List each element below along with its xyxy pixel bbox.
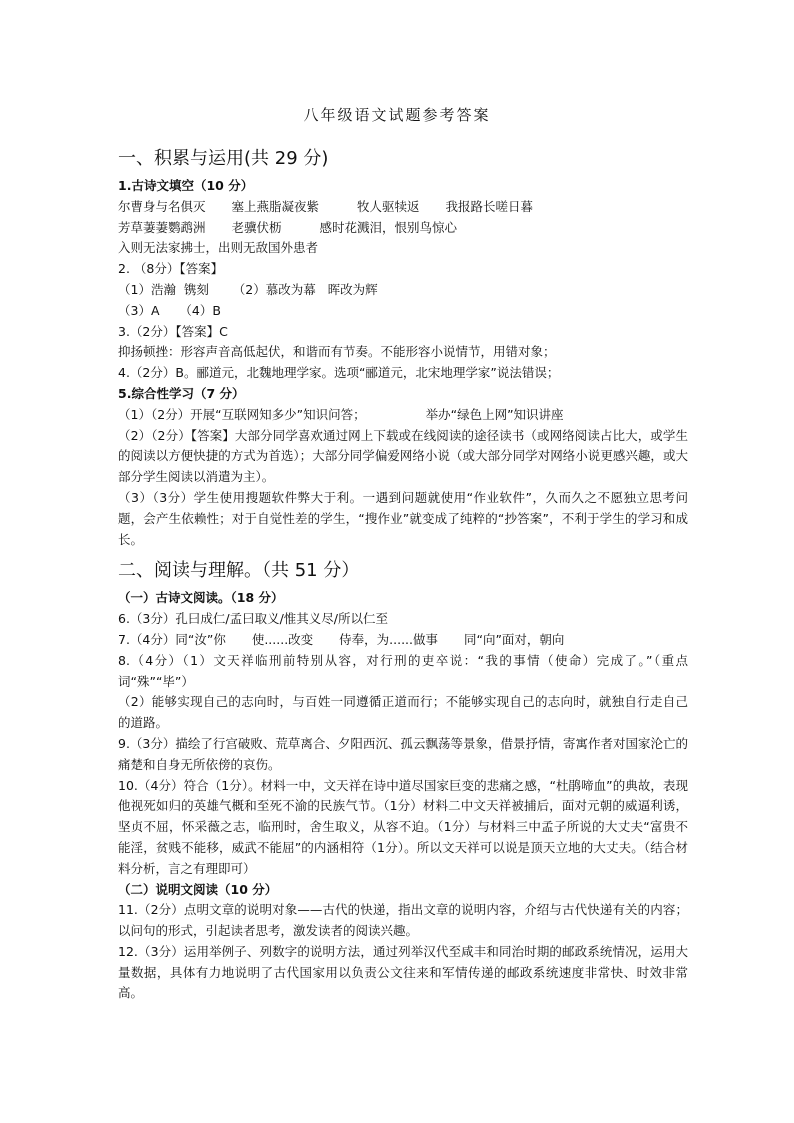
q3-heading: 3.（2分）【答案】C <box>118 323 228 339</box>
q7-answer-b: 使......改变 <box>251 631 314 647</box>
q10-answer: 10.（4分）符合（1分）。材料一中，文天祥在诗中道尽国家巨变的悲痛之感，“杜鹃啼血”的典故，表现他视死如归的英雄气概和至死不渝的民族气节。（1分）材料二中文天祥被捕后，面对元朝的威逼利诱，坚贞不屈，怀采薇之志，临刑时，舍生取义，从容不迫。（1分）与材料三中孟子所说的大丈夫“富贵不能淫，贫贱不能移，威武不能屈”的内涵相符（1分）。所以文天祥可以说是顶天立地的大丈夫。（结合材料分析，言之有理即可） <box>118 777 688 876</box>
q1-label: 1.古诗文填空（10 分） <box>118 178 254 193</box>
document-body <box>118 146 688 1004</box>
q1-answer: 芳草萋萋鹦鹉洲 <box>118 219 206 235</box>
q5-answer-1b: 举办“绿色上网”知识讲座 <box>425 406 564 422</box>
q6-answer: 6.（3分）孔曰成仁/孟曰取义/惟其义尽/所以仁至 <box>118 611 389 627</box>
q5-answer-2: （2）（2分）【答案】大部分同学喜欢通过网上下载或在线阅读的途径读书（或网络阅读占比大，或学生的阅读以方便快捷的方式为首选）；大部分同学偏爱网络小说（或大部分同学对网络小说更感兴趣，或大部分学生阅读以消遣为主）。 <box>118 427 688 485</box>
q5-heading: 5.综合性学习（7 分） <box>118 385 245 401</box>
q12-answer: 12.（3分）运用举例子、列数字的说明方法，通过列举汉代至咸丰和同治时期的邮政系统情况，运用大量数据，具体有力地说明了古代国家用以负责公文往来和军情传递的邮政系统速度非常快、时效非常高。 <box>118 943 688 1001</box>
q1-answer: 塞上燕脂凝夜紫 <box>231 198 320 214</box>
document-title: 八年级语文试题参考答案 <box>303 106 491 124</box>
q7-answer <box>118 630 688 651</box>
section-heading-part1: 一、积累与运用(共 29 分) <box>118 148 329 169</box>
q5-answer-3: （3）（3分）学生使用搜题软件弊大于利。一遇到问题就使用“作业软件”，久而久之不愿独立思考问题，会产生依赖性；对于自觉性差的学生，“搜作业”就变成了纯粹的“抄答案”，不利于学生的学习和成长。 <box>118 489 688 547</box>
subsection-expository: （二）说明文阅读（10 分） <box>118 881 278 897</box>
q1-line-2 <box>118 218 688 239</box>
q5-answer-1 <box>118 405 688 426</box>
q2-answer-2: （3）A （4）B <box>118 302 221 318</box>
q2-answer-1: （1）浩瀚 镌刻 （2）慕改为幕 晖改为辉 <box>118 281 378 297</box>
subsection-classical: （一）古诗文阅读。（18 分） <box>118 590 284 606</box>
q1-line-3: 入则无法家拂士，出则无敌国外患者 <box>118 240 319 256</box>
q7-answer-d: 同“向”面对，朝向 <box>463 631 565 647</box>
q8-answer-1: 8.（4分）（1）文天祥临刑前特别从容，对行刑的吏卒说：“我的事情（使命）完成了。”（重点词“殊”“毕”） <box>118 652 688 689</box>
q8-answer-2: （2）能够实现自己的志向时，与百姓一同遵循正道而行；不能够实现自己的志向时，就独自行走自己的道路。 <box>118 694 688 731</box>
q1-answer: 牧人驱犊返 <box>357 198 420 214</box>
q11-answer: 11.（2分）点明文章的说明对象——古代的快递，指出文章的说明内容，介绍与古代快递有关的内容；以问句的形式，引起读者思考，激发读者的阅读兴趣。 <box>118 902 688 939</box>
q1-answer: 老骥伏枥 <box>231 219 282 235</box>
q2-heading: 2. （8分）【答案】 <box>118 261 224 277</box>
q9-answer: 9.（3分）描绘了行宫破败、荒草离合、夕阳西沉、孤云飘荡等景象，借景抒情，寄寓作者对国家沦亡的痛楚和自身无所依傍的哀伤。 <box>118 735 688 772</box>
q7-answer-c: 侍奉，为......做事 <box>339 631 438 647</box>
q3-answer: 抑扬顿挫：形容声音高低起伏，和谐而有节奏。不能形容小说情节，用错对象； <box>118 344 556 360</box>
q5-answer-1a: （1）（2分）开展“互联网知多少”知识问答； <box>118 406 366 422</box>
q4-answer: 4.（2分）B。郦道元，北魏地理学家。选项“郦道元，北宋地理学家”说法错误； <box>118 365 560 381</box>
section-heading-part2: 二、阅读与理解。（共 51 分） <box>118 560 360 582</box>
q1-answer: 尔曹身与名俱灭 <box>118 198 206 214</box>
q1-line-1 <box>118 197 688 218</box>
q1-answer: 感时花溅泪，恨别鸟惊心 <box>319 219 458 235</box>
q7-answer-a: 7.（4分）同“汝”你 <box>118 631 226 647</box>
q1-answer: 我报路长嗟日暮 <box>445 198 534 214</box>
